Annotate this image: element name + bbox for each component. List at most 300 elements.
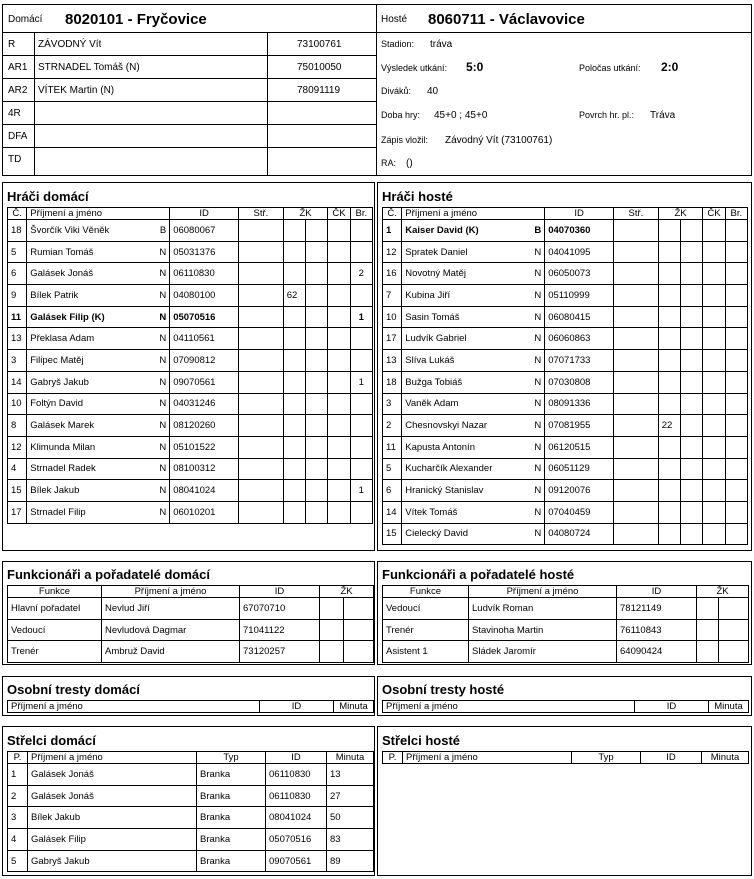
player-zk bbox=[283, 371, 305, 393]
player-zk2 bbox=[306, 306, 328, 328]
player-br: 2 bbox=[350, 263, 372, 285]
home-label: Domácí bbox=[8, 13, 43, 25]
player-no: 6 bbox=[8, 263, 27, 285]
duration-label: Doba hry: bbox=[381, 110, 421, 120]
player-name-cell bbox=[402, 285, 545, 307]
player-str bbox=[239, 263, 284, 285]
player-br bbox=[350, 350, 372, 372]
player-name: Švorčík Viki Věněk bbox=[30, 224, 110, 236]
col-minute: Minuta bbox=[709, 701, 749, 713]
player-flag: N bbox=[159, 376, 167, 388]
home-players-table bbox=[7, 207, 373, 524]
official-role: AR1 bbox=[8, 61, 28, 73]
player-row bbox=[383, 393, 748, 415]
scorer-minute: 27 bbox=[327, 785, 374, 807]
player-id: 06080067 bbox=[170, 220, 239, 242]
player-zk bbox=[658, 350, 680, 372]
player-no: 15 bbox=[8, 480, 27, 502]
player-name: Bužga Tobiáš bbox=[405, 376, 463, 388]
player-zk bbox=[658, 458, 680, 480]
player-no: 17 bbox=[8, 501, 27, 523]
player-id: 07040459 bbox=[545, 501, 614, 523]
player-name-cell bbox=[402, 501, 545, 523]
player-ck bbox=[328, 328, 350, 350]
player-br bbox=[725, 263, 747, 285]
player-br: 1 bbox=[350, 371, 372, 393]
functionary-name: Nevludová Dagmar bbox=[102, 619, 240, 641]
player-zk2 bbox=[681, 263, 703, 285]
player-zk bbox=[658, 220, 680, 242]
player-flag: N bbox=[159, 333, 167, 345]
away-scorers-table bbox=[382, 751, 749, 764]
halftime-value: 2:0 bbox=[661, 60, 679, 74]
player-no: 5 bbox=[8, 241, 27, 263]
away-team-title: 8060711 - Václavovice bbox=[428, 10, 585, 28]
player-row bbox=[8, 350, 373, 372]
player-ck bbox=[703, 306, 725, 328]
scorer-minute: 83 bbox=[327, 829, 374, 851]
player-name-cell bbox=[402, 241, 545, 263]
scorer-row bbox=[8, 807, 374, 829]
scorer-minute: 13 bbox=[327, 764, 374, 786]
result-label: Výsledek utkání: bbox=[381, 63, 448, 73]
player-zk2 bbox=[306, 263, 328, 285]
player-ck bbox=[328, 415, 350, 437]
col-zk: ŽK bbox=[697, 586, 749, 598]
player-row bbox=[8, 415, 373, 437]
official-role: 4R bbox=[8, 107, 21, 119]
player-name-cell bbox=[402, 371, 545, 393]
player-row bbox=[383, 371, 748, 393]
official-name: ZÁVODNÝ Vít bbox=[38, 38, 102, 50]
player-flag: N bbox=[159, 441, 167, 453]
stadium-label: Stadion: bbox=[381, 39, 415, 49]
scorer-no: 2 bbox=[8, 785, 28, 807]
player-no: 9 bbox=[8, 285, 27, 307]
player-name: Rumian Tomáš bbox=[30, 246, 94, 258]
player-zk2 bbox=[306, 458, 328, 480]
player-ck bbox=[703, 501, 725, 523]
player-br bbox=[350, 393, 372, 415]
player-flag: N bbox=[159, 268, 167, 280]
surface-label: Povrch hr. pl.: bbox=[579, 110, 635, 120]
player-row bbox=[8, 501, 373, 523]
player-id: 06010201 bbox=[170, 501, 239, 523]
player-row bbox=[8, 328, 373, 350]
functionary-role: Asistent 1 bbox=[383, 641, 469, 663]
player-zk2 bbox=[681, 328, 703, 350]
player-id: 09070561 bbox=[170, 371, 239, 393]
player-ck bbox=[328, 436, 350, 458]
player-zk bbox=[283, 436, 305, 458]
official-role: AR2 bbox=[8, 84, 28, 96]
functionary-name: Nevlud Jiří bbox=[102, 598, 240, 620]
player-row bbox=[383, 263, 748, 285]
player-ck bbox=[703, 371, 725, 393]
scorer-no: 4 bbox=[8, 829, 28, 851]
functionary-zk2 bbox=[719, 619, 749, 641]
ra-value: () bbox=[406, 157, 413, 169]
player-zk2 bbox=[681, 436, 703, 458]
player-zk2 bbox=[306, 393, 328, 415]
player-ck bbox=[328, 350, 350, 372]
official-name: STRNADEL Tomáš (N) bbox=[38, 61, 140, 73]
player-ck bbox=[703, 220, 725, 242]
player-flag: N bbox=[534, 506, 542, 518]
player-name-cell bbox=[27, 458, 170, 480]
player-zk bbox=[658, 393, 680, 415]
player-name-cell bbox=[27, 263, 170, 285]
player-zk2 bbox=[681, 480, 703, 502]
player-flag: N bbox=[534, 246, 542, 258]
functionary-zk2 bbox=[719, 641, 749, 663]
player-no: 3 bbox=[383, 393, 402, 415]
player-str bbox=[614, 371, 659, 393]
col-no: P. bbox=[8, 752, 28, 764]
player-id: 04070360 bbox=[545, 220, 614, 242]
player-name: Bílek Jakub bbox=[30, 485, 80, 497]
player-id: 04110561 bbox=[170, 328, 239, 350]
player-row bbox=[8, 285, 373, 307]
player-ck bbox=[703, 523, 725, 545]
scorer-no: 1 bbox=[8, 764, 28, 786]
player-name-cell bbox=[402, 436, 545, 458]
col-name: Příjmení a jméno bbox=[402, 208, 545, 220]
player-row bbox=[383, 501, 748, 523]
col-ck: ČK bbox=[328, 208, 350, 220]
player-name-cell bbox=[27, 350, 170, 372]
player-zk2 bbox=[306, 241, 328, 263]
player-br bbox=[350, 285, 372, 307]
player-flag: N bbox=[159, 506, 167, 518]
col-id: ID bbox=[635, 701, 709, 713]
scorer-type: Branka bbox=[197, 829, 266, 851]
player-flag: N bbox=[534, 354, 542, 366]
player-zk2 bbox=[681, 371, 703, 393]
player-br bbox=[350, 415, 372, 437]
player-name: Kucharčík Alexander bbox=[405, 463, 493, 475]
functionary-zk bbox=[697, 641, 719, 663]
player-br bbox=[725, 415, 747, 437]
player-br bbox=[725, 458, 747, 480]
player-ck bbox=[703, 458, 725, 480]
player-ck bbox=[703, 415, 725, 437]
player-no: 11 bbox=[8, 306, 27, 328]
player-str bbox=[614, 328, 659, 350]
scorer-row bbox=[8, 829, 374, 851]
player-name: Kubina Jiří bbox=[405, 289, 451, 301]
player-flag: N bbox=[159, 398, 167, 410]
player-name: Galásek Jonáš bbox=[30, 268, 94, 280]
player-name-cell bbox=[27, 393, 170, 415]
player-id: 05031376 bbox=[170, 241, 239, 263]
player-id: 07030808 bbox=[545, 371, 614, 393]
player-name-cell bbox=[27, 306, 170, 328]
player-ck bbox=[703, 393, 725, 415]
player-zk2 bbox=[306, 371, 328, 393]
player-id: 06050073 bbox=[545, 263, 614, 285]
official-id: 78091119 bbox=[297, 84, 341, 96]
functionary-zk bbox=[320, 641, 344, 663]
player-zk bbox=[283, 393, 305, 415]
player-ck bbox=[703, 480, 725, 502]
player-id: 05101522 bbox=[170, 436, 239, 458]
player-zk2 bbox=[681, 306, 703, 328]
player-str bbox=[614, 306, 659, 328]
player-name: Klimunda Milan bbox=[30, 441, 96, 453]
player-no: 17 bbox=[383, 328, 402, 350]
functionary-role: Vedoucí bbox=[383, 598, 469, 620]
functionary-row bbox=[8, 641, 374, 663]
player-ck bbox=[703, 241, 725, 263]
player-name-cell bbox=[402, 458, 545, 480]
functionary-zk bbox=[697, 598, 719, 620]
away-functionaries-title: Funkcionáři a pořadatelé hosté bbox=[382, 567, 575, 582]
player-zk bbox=[658, 241, 680, 263]
official-name: VÍTEK Martin (N) bbox=[38, 84, 115, 96]
player-name-cell bbox=[402, 306, 545, 328]
functionary-row bbox=[8, 598, 374, 620]
player-flag: N bbox=[534, 333, 542, 345]
player-name: Filipec Matěj bbox=[30, 354, 84, 366]
scorer-type: Branka bbox=[197, 785, 266, 807]
player-row bbox=[8, 263, 373, 285]
player-str bbox=[239, 415, 284, 437]
player-flag: N bbox=[159, 311, 167, 323]
col-no: Č. bbox=[8, 208, 27, 220]
away-players-table bbox=[382, 207, 748, 545]
player-name-cell bbox=[27, 220, 170, 242]
player-name-cell bbox=[402, 480, 545, 502]
functionary-zk2 bbox=[344, 641, 374, 663]
player-zk bbox=[283, 220, 305, 242]
functionary-name: Ambruž David bbox=[102, 641, 240, 663]
result-value: 5:0 bbox=[466, 60, 484, 74]
player-ck bbox=[328, 371, 350, 393]
player-name: Gabryš Jakub bbox=[30, 376, 89, 388]
player-name-cell bbox=[402, 415, 545, 437]
scorer-name: Bílek Jakub bbox=[28, 807, 197, 829]
player-str bbox=[614, 501, 659, 523]
player-zk2 bbox=[681, 501, 703, 523]
col-id: ID bbox=[641, 752, 702, 764]
player-row bbox=[383, 458, 748, 480]
player-br bbox=[350, 241, 372, 263]
player-name-cell bbox=[27, 480, 170, 502]
player-row bbox=[8, 458, 373, 480]
player-zk2 bbox=[306, 436, 328, 458]
player-ck bbox=[703, 350, 725, 372]
functionary-id: 73120257 bbox=[240, 641, 320, 663]
player-zk bbox=[658, 371, 680, 393]
player-str bbox=[239, 371, 284, 393]
player-id: 07081955 bbox=[545, 415, 614, 437]
player-name-cell bbox=[27, 415, 170, 437]
player-ck bbox=[328, 458, 350, 480]
player-name: Chesnovskyi Nazar bbox=[405, 420, 488, 432]
player-row bbox=[383, 306, 748, 328]
player-ck bbox=[328, 241, 350, 263]
official-id: 75010050 bbox=[297, 61, 342, 73]
player-str bbox=[614, 415, 659, 437]
stadium-value: tráva bbox=[430, 38, 453, 50]
player-zk2 bbox=[681, 220, 703, 242]
player-flag: N bbox=[534, 289, 542, 301]
functionary-name: Stavinoha Martin bbox=[469, 619, 617, 641]
scorer-name: Gabryš Jakub bbox=[28, 850, 197, 872]
scorer-minute: 50 bbox=[327, 807, 374, 829]
player-id: 07090812 bbox=[170, 350, 239, 372]
surface-value: Tráva bbox=[650, 109, 676, 121]
player-no: 3 bbox=[8, 350, 27, 372]
player-str bbox=[239, 393, 284, 415]
player-ck bbox=[703, 263, 725, 285]
scorer-minute: 89 bbox=[327, 850, 374, 872]
player-str bbox=[614, 263, 659, 285]
player-row bbox=[8, 371, 373, 393]
col-zk: ŽK bbox=[320, 586, 374, 598]
col-name: Příjmení a jméno bbox=[27, 208, 170, 220]
functionary-role: Trenér bbox=[383, 619, 469, 641]
player-br bbox=[725, 306, 747, 328]
halftime-label: Poločas utkání: bbox=[579, 63, 641, 73]
player-zk bbox=[283, 501, 305, 523]
player-name-cell bbox=[402, 350, 545, 372]
player-no: 10 bbox=[8, 393, 27, 415]
player-br bbox=[350, 220, 372, 242]
player-ck bbox=[328, 285, 350, 307]
col-name: Příjmení a jméno bbox=[102, 586, 240, 598]
player-row bbox=[383, 415, 748, 437]
player-flag: N bbox=[534, 311, 542, 323]
away-players-title: Hráči hosté bbox=[382, 189, 453, 204]
player-zk bbox=[658, 436, 680, 458]
col-minute: Minuta bbox=[334, 701, 374, 713]
player-zk bbox=[658, 523, 680, 545]
player-no: 15 bbox=[383, 523, 402, 545]
away-scorers-title: Střelci hosté bbox=[382, 733, 461, 748]
player-ck bbox=[703, 436, 725, 458]
col-name: Příjmení a jméno bbox=[28, 752, 197, 764]
col-id: ID bbox=[170, 208, 239, 220]
player-row bbox=[383, 523, 748, 545]
functionary-id: 67070710 bbox=[240, 598, 320, 620]
player-id: 06120515 bbox=[545, 436, 614, 458]
player-str bbox=[614, 480, 659, 502]
player-name: Vaněk Adam bbox=[405, 398, 459, 410]
player-id: 04080100 bbox=[170, 285, 239, 307]
player-flag: B bbox=[534, 224, 542, 236]
header-box bbox=[2, 4, 752, 176]
col-minute: Minuta bbox=[327, 752, 374, 764]
functionary-row bbox=[383, 641, 749, 663]
player-id: 04031246 bbox=[170, 393, 239, 415]
player-flag: N bbox=[534, 376, 542, 388]
col-zk: ŽK bbox=[658, 208, 703, 220]
player-no: 18 bbox=[383, 371, 402, 393]
player-zk bbox=[658, 328, 680, 350]
player-row bbox=[8, 393, 373, 415]
col-role: Funkce bbox=[8, 586, 102, 598]
player-flag: N bbox=[534, 463, 542, 475]
player-row bbox=[8, 241, 373, 263]
col-name: Příjmení a jméno bbox=[8, 701, 260, 713]
player-zk2 bbox=[306, 328, 328, 350]
player-name-cell bbox=[402, 393, 545, 415]
player-br bbox=[725, 285, 747, 307]
spectators-label: Diváků: bbox=[381, 86, 412, 96]
home-players-title: Hráči domácí bbox=[7, 189, 89, 204]
player-zk2 bbox=[681, 458, 703, 480]
player-name-cell bbox=[402, 328, 545, 350]
player-str bbox=[614, 436, 659, 458]
col-no: P. bbox=[383, 752, 403, 764]
player-br bbox=[725, 393, 747, 415]
scorer-name: Galásek Filip bbox=[28, 829, 197, 851]
player-name-cell bbox=[27, 436, 170, 458]
player-br bbox=[725, 480, 747, 502]
player-id: 06051129 bbox=[545, 458, 614, 480]
away-functionaries-table bbox=[382, 585, 749, 663]
player-name: Kaiser David (K) bbox=[405, 224, 479, 236]
player-str bbox=[614, 458, 659, 480]
player-ck bbox=[328, 220, 350, 242]
ra-label: RA: bbox=[381, 158, 397, 168]
player-flag: N bbox=[159, 463, 167, 475]
player-no: 13 bbox=[383, 350, 402, 372]
col-id: ID bbox=[545, 208, 614, 220]
player-name: Kapusta Antonín bbox=[405, 441, 475, 453]
player-str bbox=[614, 393, 659, 415]
player-name: Překlasa Adam bbox=[30, 333, 95, 345]
player-zk2 bbox=[681, 285, 703, 307]
player-str bbox=[614, 523, 659, 545]
player-ck bbox=[328, 480, 350, 502]
functionary-zk bbox=[320, 598, 344, 620]
functionary-role: Hlavní pořadatel bbox=[8, 598, 102, 620]
player-str bbox=[239, 328, 284, 350]
player-br: 1 bbox=[350, 480, 372, 502]
player-id: 05070516 bbox=[170, 306, 239, 328]
player-ck bbox=[703, 285, 725, 307]
player-zk: 62 bbox=[283, 285, 305, 307]
player-no: 6 bbox=[383, 480, 402, 502]
player-id: 05110999 bbox=[545, 285, 614, 307]
col-name: Příjmení a jméno bbox=[383, 701, 635, 713]
player-id: 06110830 bbox=[170, 263, 239, 285]
player-flag: N bbox=[534, 398, 542, 410]
player-br bbox=[725, 436, 747, 458]
player-zk2 bbox=[681, 393, 703, 415]
col-str: Stř. bbox=[239, 208, 284, 220]
player-zk bbox=[283, 241, 305, 263]
home-scorers-table bbox=[7, 751, 374, 872]
player-zk2 bbox=[681, 415, 703, 437]
player-flag: N bbox=[534, 485, 542, 497]
player-no: 2 bbox=[383, 415, 402, 437]
player-id: 08100312 bbox=[170, 458, 239, 480]
home-scorers-title: Střelci domácí bbox=[7, 733, 96, 748]
player-flag: N bbox=[159, 289, 167, 301]
player-row bbox=[383, 328, 748, 350]
player-zk2 bbox=[306, 285, 328, 307]
scorer-type: Branka bbox=[197, 850, 266, 872]
player-name-cell bbox=[27, 328, 170, 350]
home-penalties-title: Osobní tresty domácí bbox=[7, 682, 140, 697]
duration-value: 45+0 ; 45+0 bbox=[434, 109, 488, 121]
functionary-zk2 bbox=[719, 598, 749, 620]
functionary-id: 78121149 bbox=[617, 598, 697, 620]
